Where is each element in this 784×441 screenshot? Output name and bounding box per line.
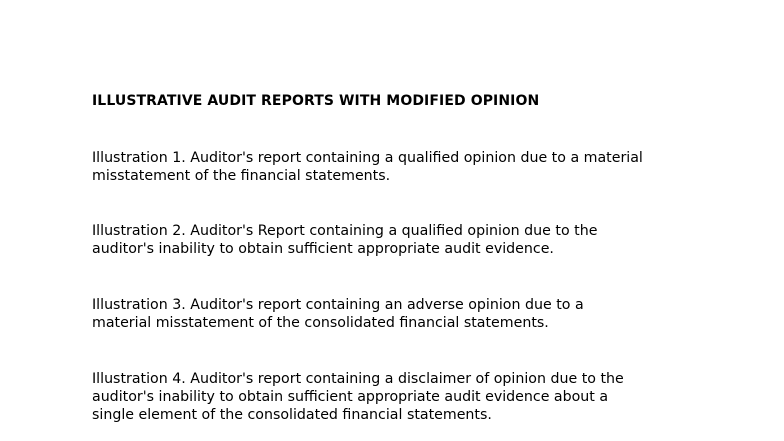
- illustration-3-line-2: material misstatement of the consolidated financial statements.: [92, 315, 549, 331]
- document-content: [92, 92, 732, 423]
- illustration-4: [92, 370, 732, 424]
- illustration-4-line-1: Illustration 4. Auditor's report containing a disclaimer of opinion due to the: [92, 371, 624, 387]
- illustration-1-line-2: misstatement of the financial statements.: [92, 168, 391, 184]
- illustration-1-line-1: Illustration 1. Auditor's report containing a qualified opinion due to a material: [92, 150, 643, 166]
- illustration-4-line-2: auditor's inability to obtain sufficient appropriate audit evidence about a: [92, 389, 609, 405]
- page-title: ILLUSTRATIVE AUDIT REPORTS WITH MODIFIED OPINION: [92, 93, 540, 109]
- illustration-2: [92, 222, 732, 258]
- illustration-3: [92, 296, 732, 332]
- illustration-2-line-2: auditor's inability to obtain sufficient appropriate audit evidence.: [92, 241, 554, 257]
- illustration-1: [92, 149, 732, 185]
- illustration-2-line-1: Illustration 2. Auditor's Report containing a qualified opinion due to the: [92, 223, 598, 239]
- illustration-4-line-3: single element of the consolidated financial statements.: [92, 407, 492, 423]
- illustration-3-line-1: Illustration 3. Auditor's report containing an adverse opinion due to a: [92, 297, 584, 313]
